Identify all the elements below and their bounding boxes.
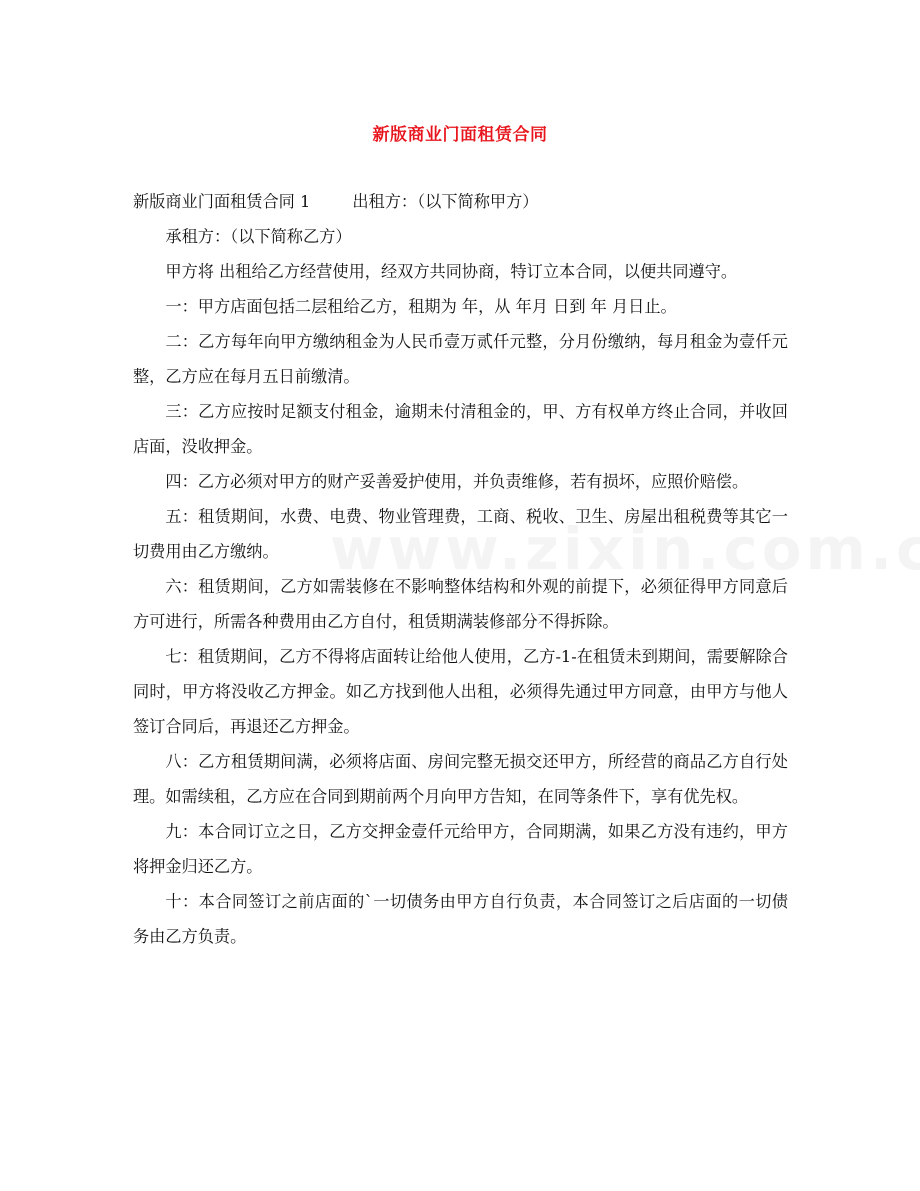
clause-3: 三：乙方应按时足额支付租金，逾期未付清租金的，甲、方有权单方终止合同，并收回店面，没收押金。	[133, 402, 788, 456]
lessor-line: 出租方：（以下简称甲方）	[352, 192, 539, 211]
lessee-line: 承租方：（以下简称乙方）	[165, 227, 352, 246]
clause-5: 五：租赁期间，水费、电费、物业管理费，工商、税收、卫生、房屋出租税费等其它一切费用由乙方缴纳。	[133, 507, 788, 561]
clause-10: 十：本合同签订之前店面的`一切债务由甲方自行负责，本合同签订之后店面的一切债务由乙方负责。	[133, 892, 788, 946]
first-line	[133, 184, 788, 219]
clause-8: 八：乙方租赁期间满，必须将店面、房间完整无损交还甲方，所经营的商品乙方自行处理。如需续租，乙方应在合同到期前两个月向甲方告知，在同等条件下，享有优先权。	[133, 752, 788, 806]
clause-1: 一：甲方店面包括二层租给乙方，租期为 年，从 年月 日到 年 月日止。	[165, 297, 677, 316]
contract-heading-ref: 新版商业门面租赁合同 1	[133, 192, 311, 211]
contract-body	[133, 184, 788, 954]
clause-6: 六：租赁期间，乙方如需装修在不影响整体结构和外观的前提下，必须征得甲方同意后方可进行，所需各种费用由乙方自付，租赁期满装修部分不得拆除。	[133, 577, 788, 631]
clause-7: 七：租赁期间，乙方不得将店面转让给他人使用，乙方-1-在租赁未到期间，需要解除合同时，甲方将没收乙方押金。如乙方找到他人出租，必须得先通过甲方同意，由甲方与他人签订合同后，再退还乙方押金。	[133, 647, 788, 736]
clause-4: 四：乙方必须对甲方的财产妥善爱护使用，并负责维修，若有损坏，应照价赔偿。	[165, 472, 749, 491]
document-title: 新版商业门面租赁合同	[372, 125, 548, 145]
clause-2: 二：乙方每年向甲方缴纳租金为人民币壹万贰仟元整，分月份缴纳，每月租金为壹仟元整，乙方应在每月五日前缴清。	[133, 332, 788, 386]
intro-paragraph: 甲方将 出租给乙方经营使用，经双方共同协商，特订立本合同，以便共同遵守。	[165, 262, 738, 281]
clause-9: 九：本合同订立之日，乙方交押金壹仟元给甲方，合同期满，如果乙方没有违约，甲方将押金归还乙方。	[133, 822, 788, 876]
